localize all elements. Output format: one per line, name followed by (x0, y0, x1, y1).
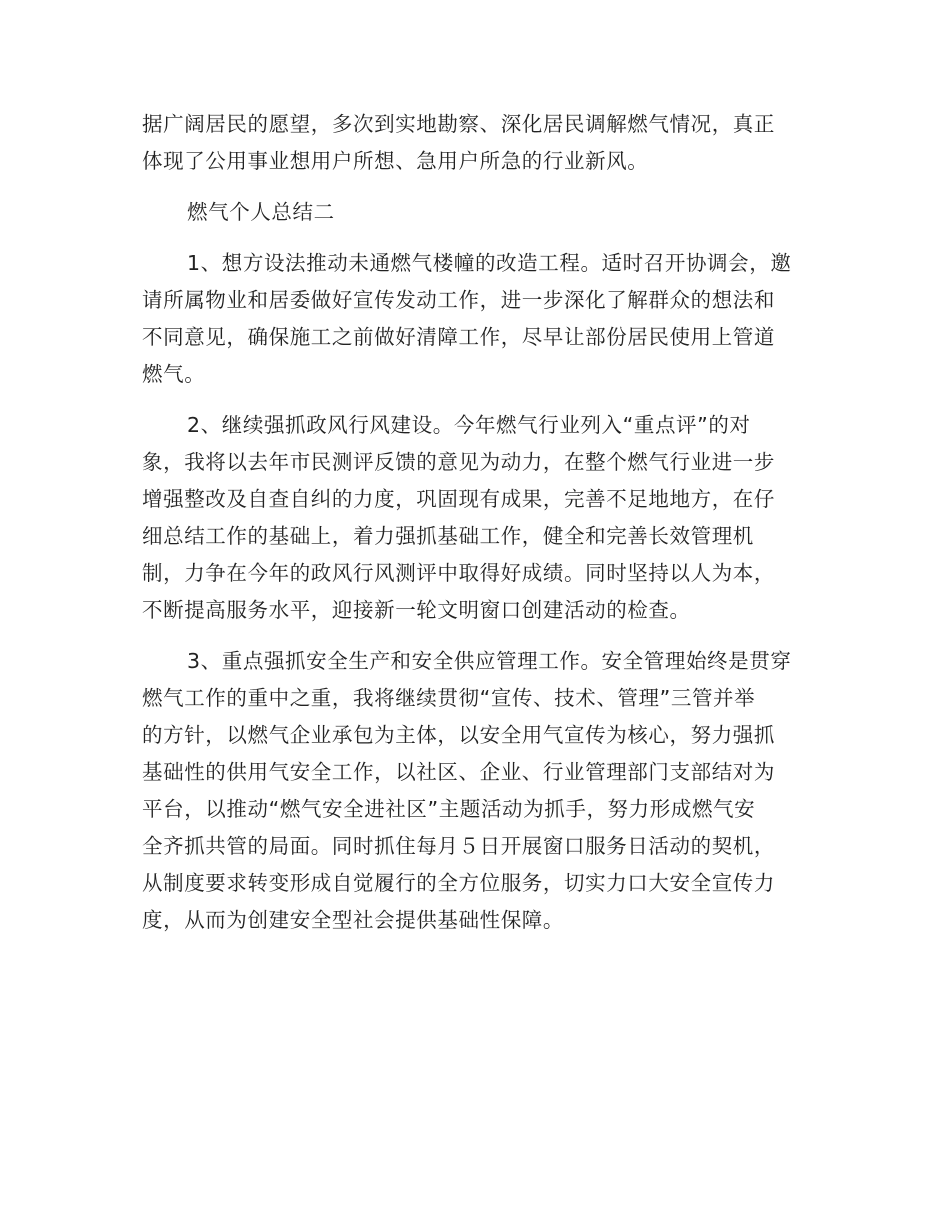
paragraph-line: 增强整改及自查自纠的力度，巩固现有成果，完善不足地地方，在仔 (142, 487, 775, 511)
document-body (142, 106, 807, 953)
paragraph-line: 度，从而为创建安全型社会提供基础性保障。 (142, 908, 564, 932)
section-heading-text: 燃气个人总结二 (187, 200, 335, 224)
paragraph-item-3 (142, 643, 807, 939)
paragraph-intro-continuation (142, 106, 807, 180)
paragraph-line: 象，我将以去年市民测评反馈的意见为动力，在整个燃气行业进一步 (142, 450, 775, 474)
paragraph-line: 2、继续强抓政风行风建设。今年燃气行业列入“重点评”的对 (187, 413, 751, 437)
paragraph-line: 请所属物业和居委做好宣传发动工作，进一步深化了解群众的想法和 (142, 288, 775, 312)
paragraph-line: 据广阔居民的愿望，多次到实地勘察、深化居民调解燃气情况，真正 (142, 112, 775, 136)
paragraph-line: 燃气。 (142, 362, 206, 386)
paragraph-item-2 (142, 407, 807, 629)
paragraph-line: 细总结工作的基础上，着力强抓基础工作，健全和完善长效管理机 (142, 524, 754, 548)
paragraph-line: 燃气工作的重中之重，我将继续贯彻“宣传、技术、管理”三管并举 (142, 686, 756, 710)
paragraph-line: 不断提高服务水平，迎接新一轮文明窗口创建活动的检查。 (142, 598, 691, 622)
paragraph-item-1 (142, 245, 807, 393)
section-heading (142, 194, 807, 231)
paragraph-line: 基础性的供用气安全工作，以社区、企业、行业管理部门支部结对为 (142, 760, 775, 784)
paragraph-line: 从制度要求转变形成自觉履行的全方位服务，切实力口大安全宣传力 (142, 871, 775, 895)
paragraph-line: 平台，以推动“燃气安全进社区”主题活动为抓手，努力形成燃气安 (142, 797, 756, 821)
paragraph-line: 体现了公用事业想用户所想、急用户所急的行业新风。 (142, 149, 649, 173)
paragraph-line: 3、重点强抓安全生产和安全供应管理工作。安全管理始终是贯穿 (187, 649, 792, 673)
paragraph-line: 的方针，以燃气企业承包为主体，以安全用气宣传为核心，努力强抓 (142, 723, 775, 747)
paragraph-line: 不同意见，确保施工之前做好清障工作，尽早让部份居民使用上管道 (142, 325, 775, 349)
paragraph-line: 1、想方设法推动未通燃气楼幢的改造工程。适时召开协调会，邀 (187, 251, 792, 275)
paragraph-line: 全齐抓共管的局面。同时抓住每月５日开展窗口服务日活动的契机， (142, 834, 775, 858)
paragraph-line: 制，力争在今年的政风行风测评中取得好成绩。同时坚持以人为本， (142, 561, 775, 585)
